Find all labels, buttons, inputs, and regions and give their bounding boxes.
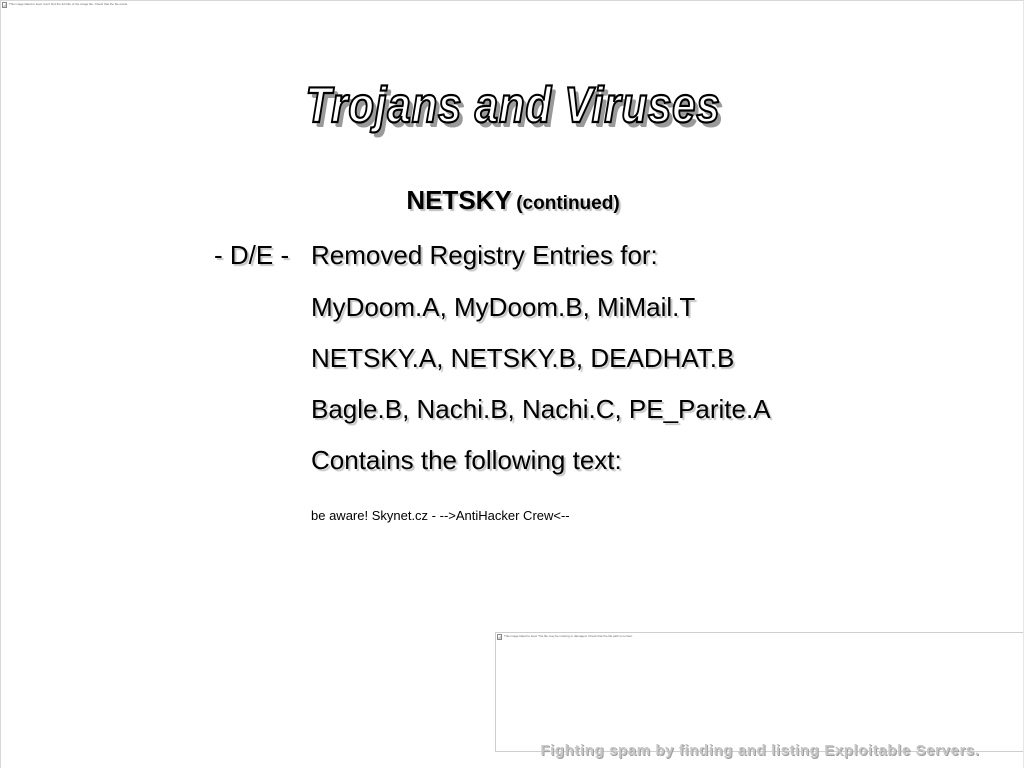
broken-image-icon	[497, 634, 502, 640]
broken-image-caption: This image failed to load. The file may be missing or damaged. Check that the file path is correct.	[504, 634, 633, 638]
broken-image-caption: This image failed to load. Can't find the full title of the image file. Check that the file exists.	[9, 2, 128, 6]
body-line: Contains the following text:	[311, 445, 622, 475]
body-line: NETSKY.A, NETSKY.B, DEADHAT.B	[311, 343, 735, 373]
body-line: MyDoom.A, MyDoom.B, MiMail.T	[311, 292, 696, 322]
section-heading-main: NETSKY	[406, 185, 512, 215]
quoted-text: be aware! Skynet.cz - -->AntiHacker Crew<--	[311, 508, 570, 523]
section-heading	[1, 185, 1024, 216]
body-line: Bagle.B, Nachi.B, Nachi.C, PE_Parite.A	[311, 394, 771, 424]
footer-tagline: Fighting spam by finding and listing Exploitable Servers.	[540, 742, 980, 759]
broken-image-footer	[495, 632, 1024, 752]
body-line: Removed Registry Entries for:	[311, 240, 658, 270]
section-heading-sub: (continued)	[516, 193, 620, 214]
variant-tag: - D/E -	[214, 240, 290, 270]
broken-image-icon	[2, 2, 7, 8]
slide-title: Trojans and Viruses	[305, 77, 721, 133]
broken-image-top	[1, 1, 561, 9]
